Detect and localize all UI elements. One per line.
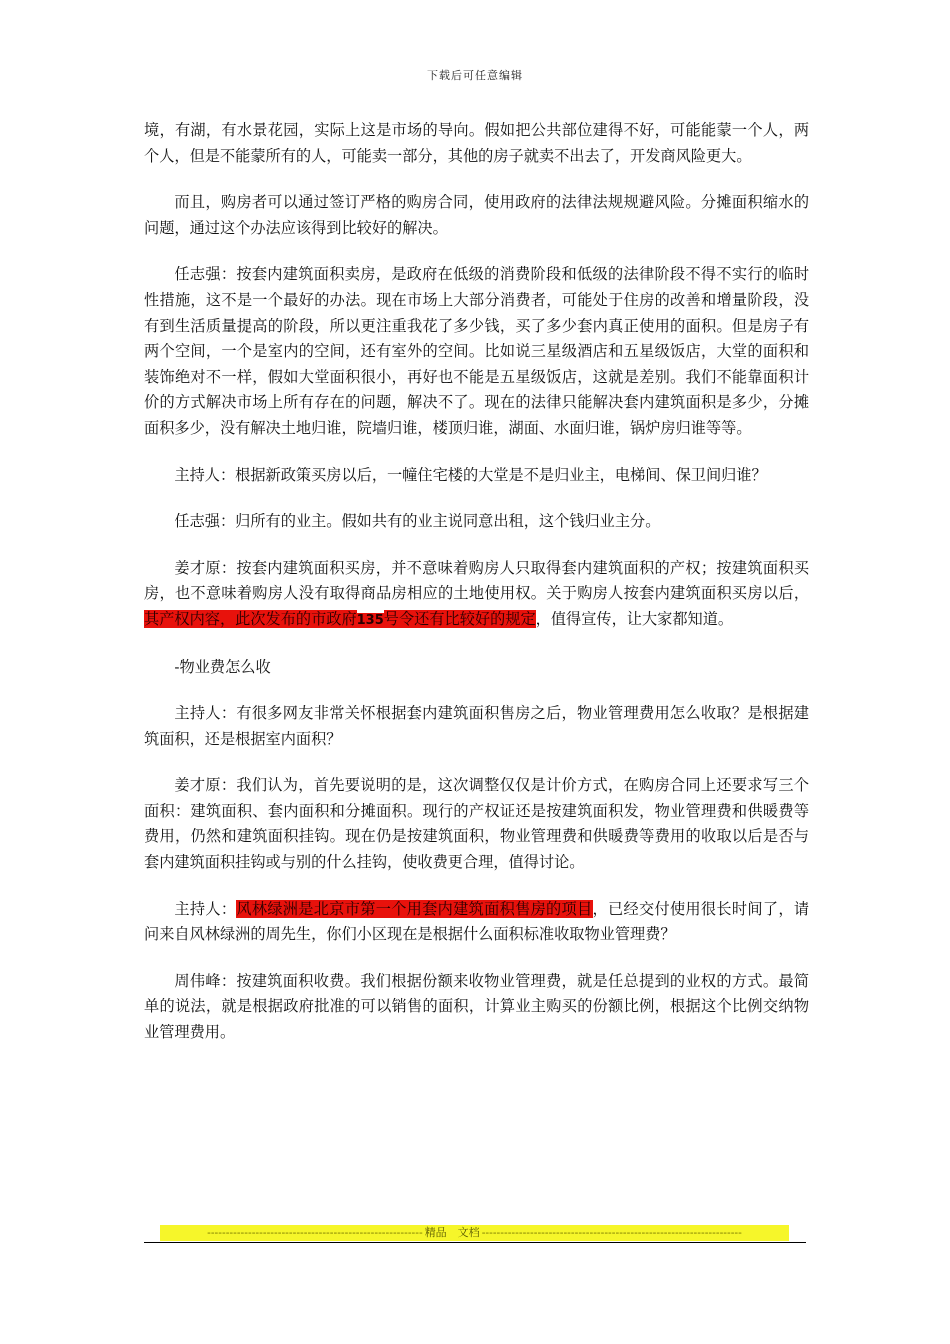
document-body: [144, 118, 809, 1067]
paragraph: 周伟峰：按建筑面积收费。我们根据份额来收物业管理费，就是任总提到的业权的方式。最简单的说法，就是根据政府批准的可以销售的面积，计算业主购买的份额比例，根据这个比例交纳物业管理费用。: [144, 971, 809, 1042]
page-header: 下载后可任意编辑: [427, 69, 523, 82]
paragraph-text: 姜才原：按套内建筑面积买房，并不意味着购房人只取得套内建筑面积的产权；按建筑面积买房，也不意味着购房人没有取得商品房相应的土地使用权。关于购房人按套内建筑面积买房以后，: [144, 558, 809, 603]
paragraph: 主持人：有很多网友非常关怀根据套内建筑面积售房之后，物业管理费用怎么收取？是根据建筑面积，还是根据室内面积？: [144, 704, 809, 748]
paragraph-text: ，值得宣传，让大家都知道。: [535, 609, 734, 628]
footer-dashes-right: ----------------------------------------------------------------------: [481, 1226, 742, 1239]
highlighted-text: 风林绿洲是北京市第一个用套内建筑面积售房的项目: [236, 899, 593, 918]
footer-label: 精品 文档: [424, 1226, 480, 1239]
paragraph-with-highlight: [144, 897, 809, 948]
paragraph: 而且，购房者可以通过签订严格的购房合同，使用政府的法律法规规避风险。分摊面积缩水的问题，通过这个办法应该得到比较好的解决。: [144, 193, 809, 237]
section-heading: -物业费怎么收: [174, 657, 271, 676]
paragraph-with-highlight: [144, 556, 809, 634]
paragraph: 任志强：按套内建筑面积卖房，是政府在低级的消费阶段和低级的法律阶段不得不实行的临时性措施，这不是一个最好的办法。现在市场上大部分消费者，可能处于住房的改善和增量阶段，没有到生活质量提高的阶段，所以更注重我花了多少钱，买了多少套内真正使用的面积。但是房子有两个空间，一个是室内的空间，还有室外的空间。比如说三星级酒店和五星级饭店，大堂的面积和装饰绝对不一样，假如大堂面积很小，再好也不能是五星级饭店，这就是差别。我们不能靠面积计价的方式解决市场上所有存在的问题，解决不了。现在的法律只能解决套内建筑面积是多少，分摊面积多少，没有解决土地归谁，院墙归谁，楼顶归谁，湖面、水面归谁，锅炉房归谁等等。: [144, 265, 809, 437]
paragraph: 主持人：根据新政策买房以后，一幢住宅楼的大堂是不是归业主，电梯间、保卫间归谁？: [174, 465, 767, 484]
paragraph: 姜才原：我们认为，首先要说明的是，这次调整仅仅是计价方式，在购房合同上还要求写三个面积：建筑面积、套内面积和分摊面积。现行的产权证还是按建筑面积发，物业管理费和供暖费等费用，仍然和建筑面积挂钩。现在仍是按建筑面积，物业管理费和供暖费等费用的收取以后是否与套内建筑面积挂钩或与别的什么挂钩，使收费更合理，值得讨论。: [144, 776, 809, 872]
highlighted-text: 其产权内容，此次发布的市政府: [144, 609, 357, 628]
highlighted-number: 135: [356, 612, 384, 628]
paragraph-text: ，已经交付使用很长时间了，请问来自风林绿洲的周先生，你们小区现在是根据什么面积标准收取物业管理费？: [144, 899, 810, 944]
footer-dashes-left: ----------------------------------------------------------: [207, 1226, 423, 1239]
paragraph-text: 主持人：: [174, 899, 237, 918]
footer-band: [160, 1225, 789, 1241]
paragraph-continuation: 境，有湖，有水景花园，实际上这是市场的导向。假如把公共部位建得不好，可能能蒙一个人，两个人，但是不能蒙所有的人，可能卖一部分，其他的房子就卖不出去了，开发商风险更大。: [144, 121, 809, 165]
highlighted-text: 号令还有比较好的规定: [383, 609, 536, 628]
footer-rule: [144, 1242, 806, 1243]
paragraph: 任志强：归所有的业主。假如共有的业主说同意出租，这个钱归业主分。: [174, 512, 661, 531]
